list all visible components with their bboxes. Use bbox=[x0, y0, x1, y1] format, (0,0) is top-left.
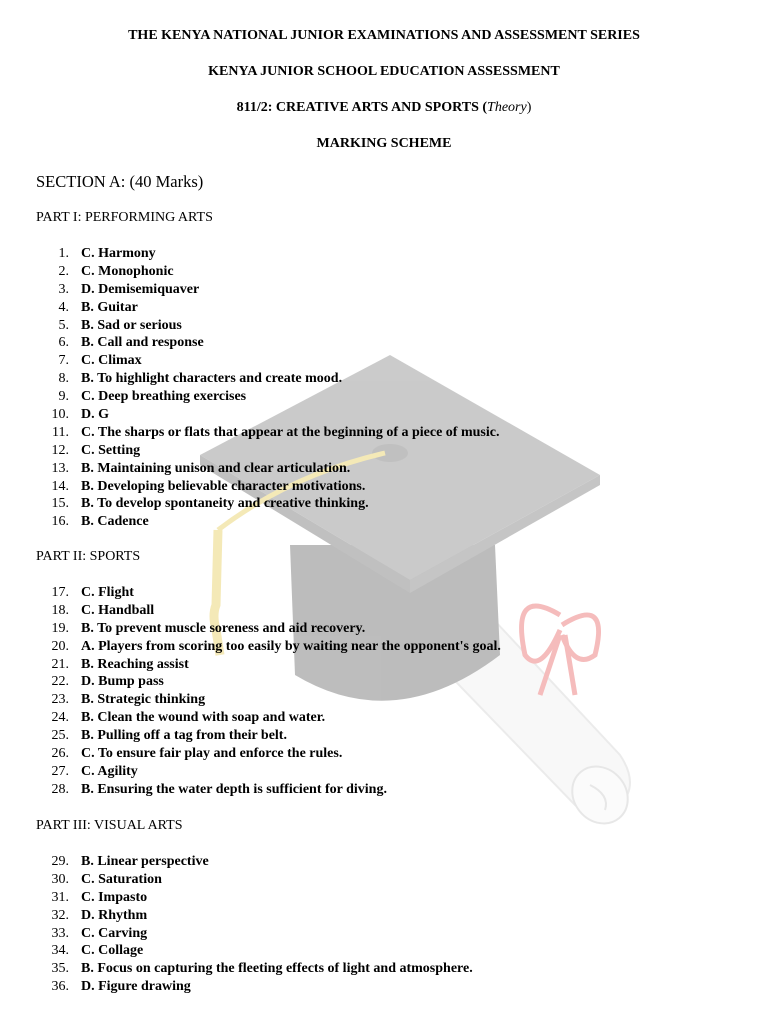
question-number: 33. bbox=[51, 925, 69, 941]
answer-text: C. Handball bbox=[81, 602, 155, 618]
question-number: 29. bbox=[51, 854, 69, 869]
question-number: 6. bbox=[58, 335, 69, 351]
question-number: 32. bbox=[51, 907, 69, 923]
answer-text: B. Strategic thinking bbox=[81, 692, 206, 708]
answer-text: C. Flight bbox=[81, 585, 134, 600]
part-2-heading: PART II: SPORTS bbox=[36, 549, 141, 564]
question-number: 23. bbox=[51, 692, 69, 708]
answer-text: C. Climax bbox=[81, 353, 142, 369]
answer-text: C. Deep breathing exercises bbox=[81, 389, 247, 405]
paper-type: Theory bbox=[487, 100, 527, 115]
question-number: 15. bbox=[51, 496, 69, 512]
answer-text: C. Agility bbox=[81, 763, 138, 779]
answer-text: B. To prevent muscle soreness and aid recovery. bbox=[81, 620, 366, 636]
answer-text: B. Focus on capturing the fleeting effects of light and atmosphere. bbox=[81, 961, 473, 977]
answer-text: C. Monophonic bbox=[81, 263, 174, 279]
question-number: 28. bbox=[51, 781, 69, 797]
question-number: 18. bbox=[51, 602, 69, 618]
question-number: 13. bbox=[51, 460, 69, 476]
paper-subject: : CREATIVE ARTS AND SPORTS ( bbox=[267, 100, 488, 115]
answer-text: B. To develop spontaneity and creative thinking. bbox=[81, 496, 369, 512]
answer-text: C. Setting bbox=[81, 442, 141, 458]
answer-text: D. Demisemiquaver bbox=[81, 281, 200, 297]
answer-text: D. G bbox=[81, 407, 109, 423]
question-number: 8. bbox=[58, 371, 69, 387]
question-number: 3. bbox=[58, 281, 69, 297]
answer-text: D. Rhythm bbox=[81, 907, 148, 923]
paper-code: 811/2 bbox=[236, 100, 268, 115]
question-number: 11. bbox=[52, 424, 69, 440]
question-number: 31. bbox=[51, 889, 69, 905]
question-number: 26. bbox=[51, 746, 69, 762]
answer-text: B. Cadence bbox=[81, 514, 149, 530]
question-number: 1. bbox=[58, 246, 69, 261]
question-number: 14. bbox=[51, 478, 69, 494]
answer-text: B. Ensuring the water depth is sufficient for diving. bbox=[81, 781, 387, 797]
paper-title bbox=[0, 100, 768, 116]
answer-text: B. Call and response bbox=[81, 335, 204, 351]
question-number: 12. bbox=[51, 442, 69, 458]
question-number: 4. bbox=[58, 299, 69, 315]
answer-text: C. Harmony bbox=[81, 246, 156, 261]
part-1-heading: PART I: PERFORMING ARTS bbox=[36, 210, 213, 225]
paper-title-close: ) bbox=[526, 100, 532, 115]
question-number: 17. bbox=[51, 585, 69, 600]
answer-text: B. Clean the wound with soap and water. bbox=[81, 710, 326, 726]
question-number: 22. bbox=[51, 674, 69, 690]
question-number: 36. bbox=[51, 979, 69, 995]
marking-scheme-title: MARKING SCHEME bbox=[316, 136, 452, 151]
answer-text: B. To highlight characters and create mood. bbox=[81, 371, 343, 387]
answer-text: B. Maintaining unison and clear articulation. bbox=[81, 460, 351, 476]
question-number: 10. bbox=[51, 407, 69, 423]
answer-text: B. Pulling off a tag from their belt. bbox=[81, 728, 287, 744]
answer-text: B. Developing believable character motivations. bbox=[81, 478, 366, 494]
question-number: 5. bbox=[58, 317, 69, 333]
question-number: 25. bbox=[51, 728, 69, 744]
answer-text: A. Players from scoring too easily by waiting near the opponent's goal. bbox=[81, 638, 501, 654]
answer-text: B. Reaching assist bbox=[81, 656, 189, 672]
assessment-title: KENYA JUNIOR SCHOOL EDUCATION ASSESSMENT bbox=[208, 64, 560, 79]
answer-text: C. Saturation bbox=[81, 871, 162, 887]
answer-text: C. Collage bbox=[81, 943, 144, 959]
question-number: 24. bbox=[51, 710, 69, 726]
answer-text: C. Impasto bbox=[81, 889, 148, 905]
part-3-heading: PART III: VISUAL ARTS bbox=[36, 818, 183, 833]
question-number: 9. bbox=[58, 389, 69, 405]
exam-series-title: THE KENYA NATIONAL JUNIOR EXAMINATIONS AND ASSESSMENT SERIES bbox=[128, 28, 640, 43]
section-a-heading: SECTION A: (40 Marks) bbox=[36, 172, 204, 191]
question-number: 21. bbox=[51, 656, 69, 672]
answer-text: B. Sad or serious bbox=[81, 317, 182, 333]
answer-text: D. Figure drawing bbox=[81, 979, 191, 995]
question-number: 20. bbox=[51, 638, 69, 654]
question-number: 7. bbox=[58, 353, 69, 369]
question-number: 19. bbox=[51, 620, 69, 636]
question-number: 30. bbox=[51, 871, 69, 887]
question-number: 16. bbox=[51, 514, 69, 530]
answer-text: C. The sharps or flats that appear at the beginning of a piece of music. bbox=[81, 424, 500, 440]
question-number: 34. bbox=[51, 943, 69, 959]
answer-text: C. Carving bbox=[81, 925, 148, 941]
answer-text: C. To ensure fair play and enforce the rules. bbox=[81, 746, 343, 762]
answer-text: B. Guitar bbox=[81, 299, 138, 315]
answer-text: B. Linear perspective bbox=[81, 854, 209, 869]
question-number: 35. bbox=[51, 961, 69, 977]
question-number: 2. bbox=[58, 263, 69, 279]
answer-text: D. Bump pass bbox=[81, 674, 164, 690]
question-number: 27. bbox=[51, 763, 69, 779]
